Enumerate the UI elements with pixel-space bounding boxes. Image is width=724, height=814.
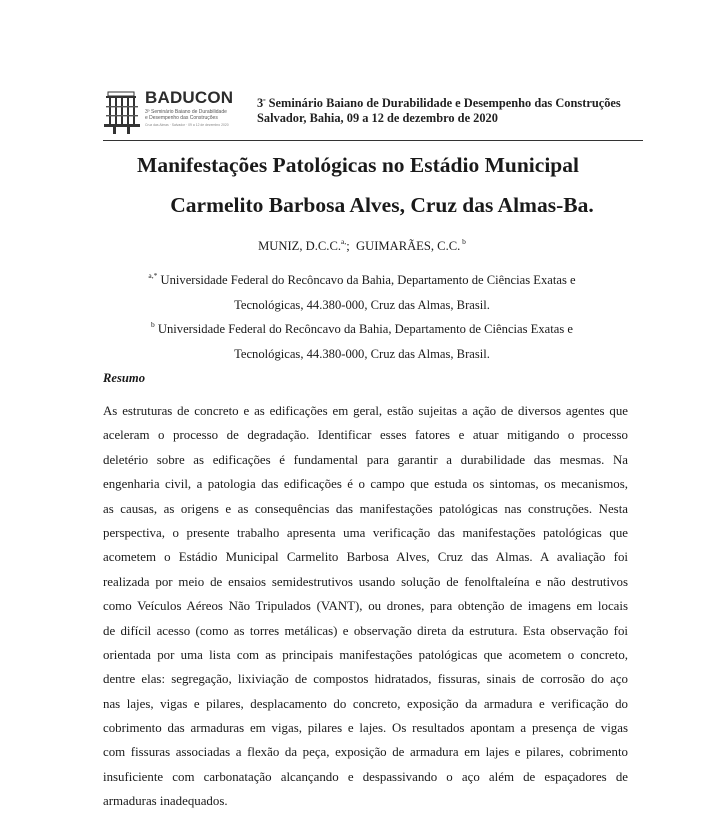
author-2: GUIMARÃES, C.C.	[356, 239, 461, 253]
affiliation-b-line2: Tecnológicas, 44.380-000, Cruz das Almas, Brasil.	[234, 347, 490, 361]
affiliation-b-sup: b	[151, 320, 155, 329]
affiliation-a-line1	[0, 273, 724, 288]
abstract-line: aceleram o processo de degradação. Identificar esses fatores e atuar mitigando o processo	[103, 428, 628, 443]
affiliation-a-sup: a,*	[148, 271, 158, 280]
baducon-logo	[103, 88, 253, 134]
event-number-sup: º	[263, 98, 266, 106]
author-1-sup: a,	[341, 237, 347, 246]
author-separator: ;	[346, 239, 357, 253]
affiliation-b-text: Universidade Federal do Recôncavo da Bahia, Departamento de Ciências Exatas e	[154, 322, 573, 336]
abstract-line: engenharia civil, a patologia das edificações é o campo que estuda os sintomas, os mecanismos,	[103, 477, 628, 492]
event-info	[257, 96, 621, 126]
abstract-line: armaduras inadequados.	[103, 794, 228, 809]
author-1: MUNIZ, D.C.C.	[258, 239, 341, 253]
header-divider	[103, 140, 643, 141]
abstract-line: orientada por uma lista com as principais manifestações patológicas que acometem o concreto,	[103, 647, 628, 662]
abstract-line: realizada por meio de ensaios semidestrutivos usando solução de fenolftaleína e não destrutivos	[103, 574, 628, 589]
affiliation-a-text: Universidade Federal do Recôncavo da Bahia, Departamento de Ciências Exatas e	[157, 273, 576, 287]
affiliation-a-line2: Tecnológicas, 44.380-000, Cruz das Almas, Brasil.	[234, 298, 490, 312]
event-place-date: Salvador, Bahia, 09 a 12 de dezembro de 2020	[257, 111, 498, 125]
abstract-line: como Veículos Aéreos Não Tripulados (VANT), ou drones, para obtenção de imagens em locais	[103, 599, 628, 614]
abstract-line: deletério sobre as edificações é fundamental para garantir a durabilidade das mesmas. Na	[103, 452, 628, 467]
author-list	[0, 239, 724, 254]
abstract-line: dentre elas: segregação, lixiviação de compostos hidratados, fissuras, sinais de corrosão do aço	[103, 672, 628, 687]
logo-subtitle-line1: 3º Seminário Baiano de Durabilidade	[145, 109, 227, 115]
abstract-line: cobrimento das armaduras em vigas, pilares e lajes. Os resultados apontam a presença de vigas	[103, 721, 628, 736]
affiliation-b-line1	[0, 322, 724, 337]
logo-wordmark: BADUCON	[145, 88, 234, 107]
logo-subtitle-line3: Cruz das Almas · Salvador · 09 a 12 de dezembro 2020	[145, 123, 229, 127]
abstract-line: As estruturas de concreto e as edificações em geral, estão sujeitas a ação de diversos agentes que	[103, 404, 628, 418]
abstract-line: com fissuras associadas a flexão da peça, exposição de armadura em lajes e pilares, cobrimento	[103, 745, 628, 760]
paper-title-line2: Carmelito Barbosa Alves, Cruz das Almas-Ba.	[170, 193, 594, 217]
abstract-line: as causas, as origens e as consequências das manifestações patológicas nas construções. Nesta	[103, 501, 628, 516]
event-number: 3	[257, 96, 264, 110]
abstract-body	[103, 399, 628, 814]
abstract-line: acometem o Estádio Municipal Carmelito Barbosa Alves, Cruz das Almas. A avaliação foi	[103, 550, 628, 565]
paper-title-line1: Manifestações Patológicas no Estádio Municipal	[137, 153, 579, 177]
author-2-sup: b	[460, 237, 466, 246]
logo-subtitle-line2: e Desempenho das Construções	[145, 115, 218, 121]
abstract-heading: Resumo	[103, 371, 145, 385]
abstract-line: de difícil acesso (como as torres metálicas) e observação direta da estrutura. Esta observação foi	[103, 623, 628, 638]
building-logo-icon	[103, 88, 143, 134]
abstract-line: perspectiva, o presente trabalho apresenta uma verificação das manifestações patológicas que	[103, 525, 628, 540]
page-header	[103, 88, 643, 134]
event-title	[257, 96, 621, 111]
abstract-line: insuficiente com carbonatação alcançando e despassivando o aço além de espaçadores de	[103, 769, 628, 784]
abstract-line: nas lajes, vigas e pilares, desplacamento do concreto, exposição da armadura e verificação do	[103, 696, 628, 711]
event-title-text: Seminário Baiano de Durabilidade e Desempenho das Construções	[265, 96, 621, 110]
